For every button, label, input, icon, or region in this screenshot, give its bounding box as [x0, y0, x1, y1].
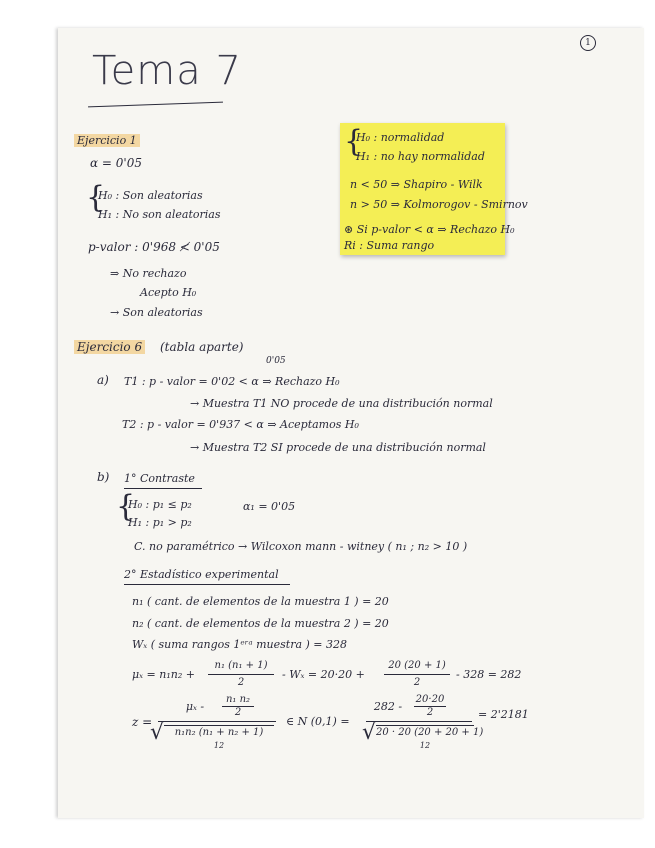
note-rule-rango: Ri : Suma rango	[344, 239, 435, 252]
ej1-h0: H₀ : Son aleatorias	[98, 189, 203, 202]
mu-rhs: - 328 = 282	[456, 668, 522, 681]
z-num-a: μₓ -	[185, 700, 205, 713]
ej6-n1: n₁ ( cant. de elementos de la muestra 1 ) = 20	[132, 595, 389, 608]
z-result: = 2'2181	[478, 708, 529, 721]
z2-main-line	[366, 721, 472, 722]
ej6-a-label: a)	[97, 373, 109, 387]
page-title: Tema 7	[92, 48, 242, 94]
b-brace: {	[116, 489, 136, 524]
ej6-b-title2: 2° Estadístico experimental	[124, 568, 279, 581]
note-rule-kolmogorov: n > 50 ⇒ Kolmorogov - Smirnov	[350, 198, 528, 211]
z-main-line	[158, 721, 276, 722]
mu-frac2-den: 2	[413, 677, 421, 688]
z-mid: ∈ N (0,1) =	[286, 715, 350, 728]
z-sqrt-sign: √	[150, 720, 165, 745]
ej6-b-test: C. no paramétrico → Wilcoxon mann - witney ( n₁ ; n₂ > 10 )	[134, 540, 468, 553]
ej6-b-h1: H₁ : p₁ > p₂	[128, 516, 192, 529]
mu-frac2-line	[384, 674, 450, 675]
sticky-note	[340, 123, 528, 255]
ej1-conclusion-1: ⇒ No rechazo	[110, 267, 187, 280]
page-number: 1	[580, 35, 596, 51]
ej1-conclusion-3: → Son aleatorias	[110, 306, 203, 319]
z2-den-sub: 12	[419, 741, 431, 750]
ej6-a-t2-conclusion: → Muestra T2 SI procede de una distribución normal	[190, 441, 486, 454]
b-title2-underline	[124, 584, 290, 585]
z-den-sub: 12	[213, 741, 225, 750]
ej1-pvalue: p-valor : 0'968 ≮ 0'05	[88, 240, 220, 254]
ej6-a-t1: T1 : p - valor = 0'02 < α ⇒ Rechazo H₀	[124, 375, 340, 388]
ej6-n2: n₂ ( cant. de elementos de la muestra 2 ) = 20	[132, 617, 389, 630]
ej6-alpha-over: 0'05	[266, 356, 286, 366]
ej6-b-h0: H₀ : p₁ ≤ p₂	[128, 498, 192, 511]
z-sqrt-bar	[164, 725, 274, 726]
z2-den: 20 · 20 (20 + 20 + 1)	[376, 727, 484, 738]
ej6-b-title: 1° Contraste	[124, 472, 195, 485]
z2-num-a: 282 -	[373, 700, 403, 713]
ej6-b-label: b)	[97, 470, 110, 484]
z2-sqrt-sign: √	[362, 720, 377, 745]
mu-frac-num: n₁ (n₁ + 1)	[214, 660, 268, 671]
ej6-heading-note: (tabla aparte)	[160, 340, 244, 354]
mu-mid: - Wₓ = 20·20 +	[282, 668, 365, 681]
z-num-frac-den: 2	[234, 707, 242, 718]
ej1-heading: Ejercicio 1	[74, 134, 140, 147]
z-den: n₁n₂ (n₁ + n₂ + 1)	[174, 727, 264, 738]
z-num-frac-num: n₁ n₂	[225, 694, 251, 705]
z2-num-frac-num: 20·20	[415, 694, 445, 705]
note-rule-shapiro: n < 50 ⇒ Shapiro - Wilk	[350, 178, 483, 191]
ej1-h1: H₁ : No son aleatorias	[98, 208, 221, 221]
note-h1: H₁ : no hay normalidad	[356, 150, 485, 163]
ej6-b-alpha: α₁ = 0'05	[243, 500, 296, 513]
note-brace: {	[344, 124, 364, 159]
ej6-heading: Ejercicio 6	[74, 340, 145, 354]
mu-frac-line	[208, 674, 274, 675]
ej6-a-t2: T2 : p - valor = 0'937 < α ⇒ Aceptamos H₀	[122, 418, 359, 431]
note-h0: H₀ : normalidad	[356, 131, 445, 144]
z-lhs: z =	[132, 715, 153, 729]
ej6-wx: Wₓ ( suma rangos 1ᵉʳᵃ muestra ) = 328	[132, 638, 348, 651]
ej1-alpha: α = 0'05	[90, 156, 142, 170]
b-title-underline	[124, 488, 202, 489]
note-rule-pvalue: ⊛ Si p-valor < α ⇒ Rechazo H₀	[344, 223, 515, 236]
ej6-a-t1-conclusion: → Muestra T1 NO procede de una distribución normal	[190, 397, 493, 410]
mu-lhs: μₓ = n₁n₂ +	[132, 668, 195, 681]
z2-num-frac-den: 2	[426, 707, 434, 718]
ej1-brace: {	[86, 180, 106, 215]
ej1-conclusion-2: Acepto H₀	[140, 286, 197, 299]
mu-frac2-num: 20 (20 + 1)	[388, 660, 446, 671]
z2-sqrt-bar	[376, 725, 474, 726]
mu-frac-den: 2	[237, 677, 245, 688]
